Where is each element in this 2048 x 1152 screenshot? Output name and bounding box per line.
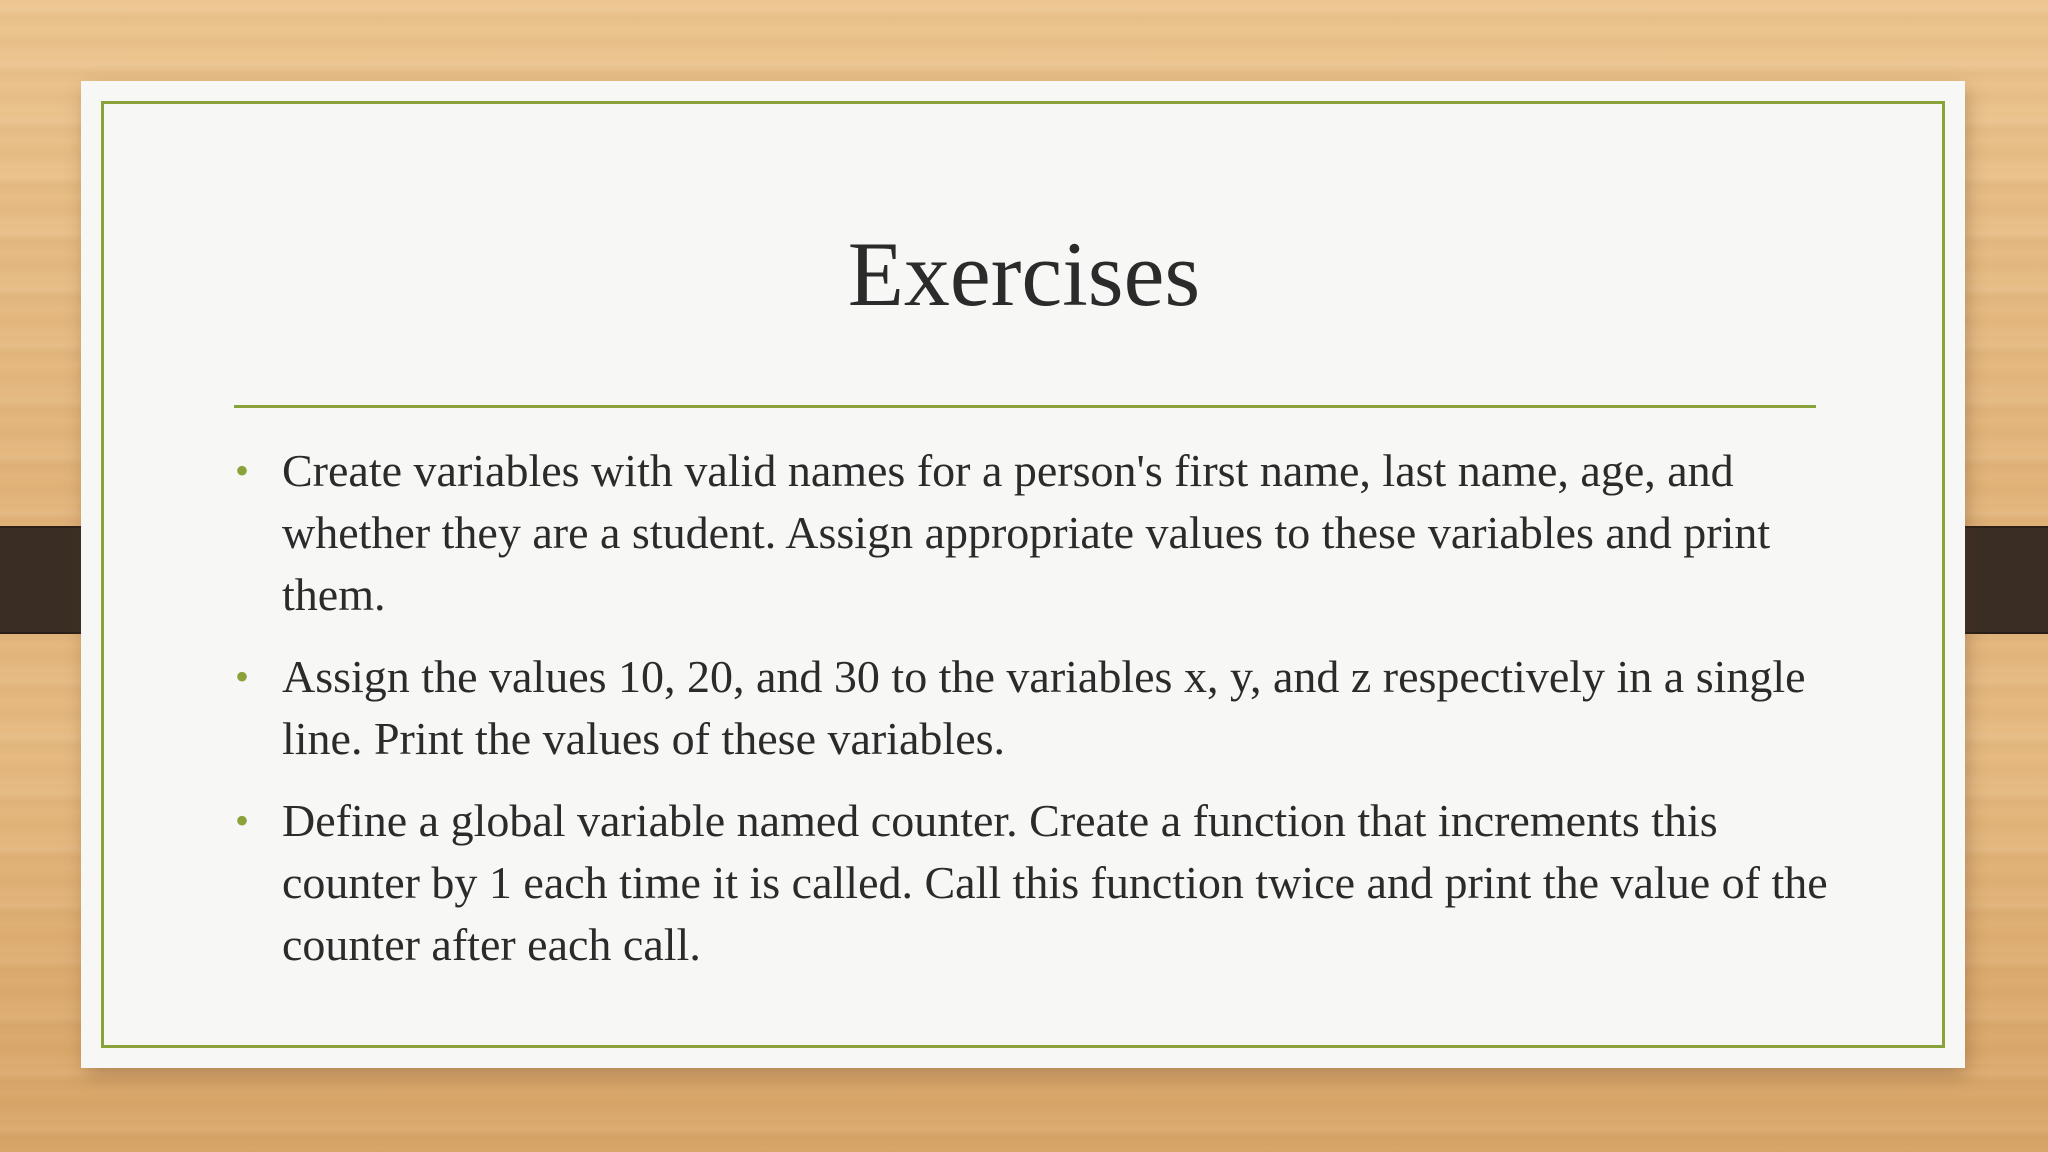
bullet-text: Define a global variable named counter. Create a function that increments this counter by 1 each time it is called. Call this function twice and print the value of the counter after each call.: [282, 795, 1828, 970]
bullet-item: [230, 440, 1830, 626]
bullet-text: Create variables with valid names for a person's first name, last name, age, and whether they are a student. Assign appropriate values to these variables and print them.: [282, 445, 1771, 620]
bullet-list: [230, 440, 1830, 996]
bullet-dot-icon: •: [235, 448, 250, 493]
bullet-item: [230, 790, 1830, 976]
title-divider: [234, 405, 1816, 408]
slide-title: Exercises: [847, 223, 1201, 325]
bullet-item: [230, 646, 1830, 770]
bullet-dot-icon: •: [235, 654, 250, 699]
bullet-dot-icon: •: [235, 798, 250, 843]
bullet-text: Assign the values 10, 20, and 30 to the variables x, y, and z respectively in a single line. Print the values of these variables.: [282, 651, 1806, 764]
